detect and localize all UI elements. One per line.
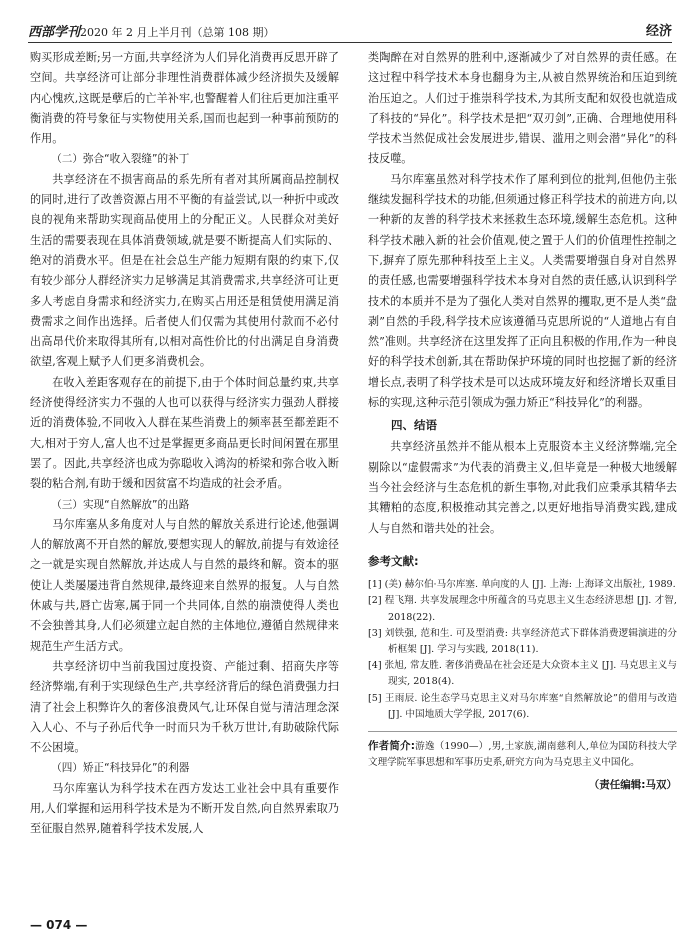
author-label: 作者简介: — [368, 739, 415, 752]
issue-info: 2020 年 2 月上半月刊（总第 108 期） — [80, 26, 275, 39]
reference-item: [1] (美) 赫尔伯·马尔库塞. 单向度的人 [J]. 上海: 上海译文出版社, 1989. — [368, 579, 676, 591]
author-bio — [368, 731, 677, 771]
page-number: — 074 — — [30, 918, 88, 932]
author-text: 游逸（1990—）,男,土家族,湖南慈利人,单位为国防科技大学文理学院军事思想和军事历史系,研究方向为马克思主义中国化。 — [368, 740, 677, 769]
subheading: （四）矫正“科技异化”的利器 — [51, 762, 190, 775]
paragraph: 在收入差距客观存在的前提下,由于个体时间总量约束,共享经济使得经济实力不强的人也可以获得与经济实力强劲人群接近的消费体验,不同收入人群在某些消费上的频率甚至都差距不大,相对于穷人,富人也不过是掌握更多商品更长时间闲置在那里罢了。因此,共享经济也成为弥聪收入鸿沟的桥梁和弥合收入断裂的粘合剂,有助于缓和因贫富不均造成的社会矛盾。 — [30, 375, 339, 491]
paragraph: 共享经济在不损害商品的系先所有者对其所属商品控制权的同时,进行了改善资源占用不平衡的有益尝试,以一种折中或改良的视角来帮助实现商品使用上的分配正义。人民群众对美好生活的需要表现在具体消费领域,就是要不断提高人们实际的、绝对的消费水平。但是在社会总生产能力短期有限的约束下,仅有较少部分人群经济实力足够满足其消费需求,共享经济可让更多人考虑自身需求和经济实力,在购买占用还是租赁使用满足消费需求之间作出选择。后者使人们仅需为其使用付款而不必付出高昂代价来取得其所有,以相对高性价比的付出满足自身消费欲望,客观上赋予人们更多消费机会。 — [30, 172, 339, 369]
paragraph: 共享经济切中当前我国过度投资、产能过剩、招商失序等经济弊端,有利于实现绿色生产,共享经济背后的绿色消费强力扫清了社会上积弊许久的奢侈浪费风气,让环保自觉与清洁理念深入人心、不与子孙后代争一时而只为千秋万世计,有助破除代际不公困境。 — [30, 659, 339, 755]
reference-item: [4] 张旭, 常友胜. 奢侈消费品在社会还是大众资本主义 [J]. 马克思主义与现实, 2018(4). — [368, 660, 677, 688]
paragraph: 类陶醉在对自然界的胜利中,逐渐减少了对自然界的责任感。在这过程中科学技术本身也翻身为主,从被自然界统治和压迫到统治压迫之。人们过于推崇科学技术,为其所支配和奴役也就造成了科技的“异化”。科学技术是把“双刃剑”,正确、合理地使用科学技术当然促成社会发展进步,错误、滥用之则会潜“异化”的科技反噬。 — [368, 51, 677, 166]
section-heading: 四、结语 — [391, 418, 437, 433]
references-title: 参考文献: — [368, 553, 419, 568]
reference-item: [2] 程飞翔. 共享发展理念中所蕴含的马克思主义生态经济思想 [J]. 才智, 2018(22). — [368, 595, 677, 623]
reference-list — [368, 577, 677, 723]
header-rule — [28, 42, 672, 43]
section-label: 经济 — [645, 24, 672, 39]
page-header — [28, 18, 672, 40]
paragraph: 马尔库塞从多角度对人与自然的解放关系进行论述,他强调人的解放离不开自然的解放,要想实现人的解放,前提与有效途径之一就是实现自然解放,并达成人与自然的最终和解。资本的驱使让人类屡屡违背自然规律,最终迎来自然界的报复。人与自然休戚与共,唇亡齿寒,属于同一个共同体,自然的崩溃使得人类也不会独善其身,人们必须建立起自然的主体地位,遵循自然规律来规范生产生活方式。 — [30, 517, 339, 653]
reference-item: [5] 王雨辰. 论生态学马克思主义对马尔库塞“自然解放论”的借用与改造 [J]. 中国地质大学学报, 2017(6). — [368, 692, 677, 720]
journal-info — [28, 21, 275, 40]
paragraph: 共享经济虽然并不能从根本上克服资本主义经济弊端,完全剔除以“虚假需求”为代表的消费主义,但毕竟是一种极大地缓解当今社会经济与生态危机的新生事物,对此我们应秉承其精华去其糟粕的态度,积极推动其完善之,以更好地指导消费实践,建成人与自然和谐共处的社会。 — [368, 440, 677, 535]
left-column — [30, 48, 339, 840]
editor-credit: （责任编辑:马双） — [588, 779, 677, 792]
subheading: （三）实现“自然解放”的出路 — [51, 498, 190, 511]
subheading: （二）弥合“收入裂缝”的补丁 — [51, 153, 190, 166]
paragraph: 购买形成差断;另一方面,共享经济为人们异化消费再反思开辟了空间。共享经济可让部分非理性消费群体减少经济损失及缓解内心愧疚,这既是孽后的亡羊补牢,也警醒着人们往后更加注重平衡消费的符号象征与实物使用关系,国而也起到一种事前预防的作用。 — [30, 51, 339, 146]
right-column — [368, 48, 677, 796]
journal-name: 西部学刊 — [28, 25, 81, 40]
paragraph: 马尔库塞虽然对科学技术作了犀利到位的批判,但他仍主张继续发掘科学技术的功能,但须通过修正科学技术的前进方向,以一种新的友善的科学技术来拯救生态环境,缓解生态危机。这种科学技术融入新的社会价值观,使之置于人们的价值理性控制之下,摒弃了原先那种科技至上主义。人类需要增强自身对自然界的责任感,也需要增强科学技术本身对自然的责任感,认识到科学技术的本质并不是为了强化人类对自然界的攫取,更不是人类“盘剥”自然的手段,科学技术应该遵循马克思所说的“人道地占有自然”准则。共享经济在这里发挥了正向且积极的作用,作为一种良好的科学技术创新,其在帮助保护环境的同时也挖掘了新的经济增长点,表明了科学技术是可以达成环境友好和经济增长双重目标的实现,这种示范引领成为强力矫正“科技异化”的利器。 — [368, 172, 677, 410]
paragraph: 马尔库塞认为科学技术在西方发达工业社会中具有重要作用,人们掌握和运用科学技术是为不断开发自然,向自然界索取乃至征服自然界,随着科学技术发展,人 — [30, 781, 339, 836]
reference-item: [3] 刘铁强, 范和生. 可及型消费: 共享经济范式下群体消费逻辑演进的分析框架 [J]. 学习与实践, 2018(11). — [368, 627, 677, 655]
